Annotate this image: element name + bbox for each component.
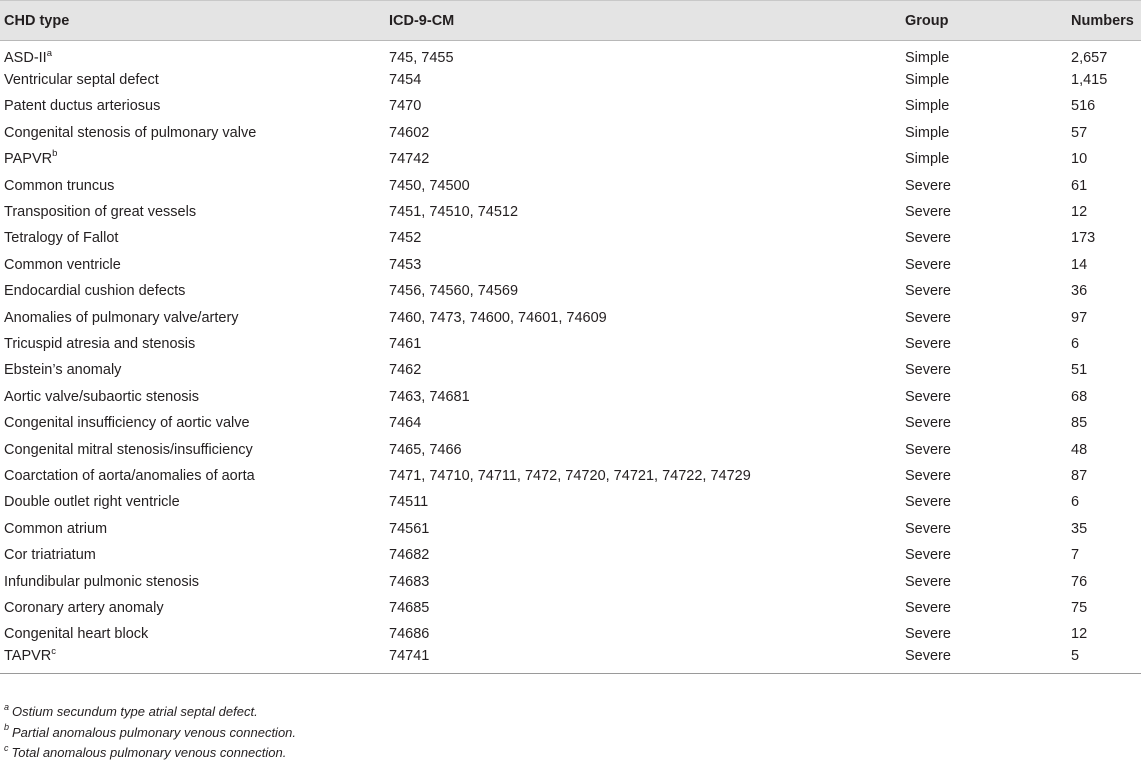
chd-type-label: Patent ductus arteriosus [4, 98, 161, 115]
chd-type-label: Coronary artery anomaly [4, 599, 164, 616]
table-row [0, 647, 1141, 673]
cell-icd-codes: 7454 [389, 72, 422, 89]
footnote-mark: a [4, 701, 10, 712]
cell-group: Severe [905, 573, 951, 590]
footnote-text: Partial anomalous pulmonary venous connection. [12, 724, 297, 740]
cell-icd-codes: 7465, 7466 [389, 441, 462, 458]
cell-numbers: 75 [1071, 599, 1088, 616]
cell-chd-type [0, 93, 387, 119]
cell-chd-type [0, 489, 387, 515]
cell-numbers: 1,415 [1071, 72, 1108, 89]
cell-group: Severe [905, 177, 951, 194]
cell-chd-type [0, 384, 387, 410]
footnote-mark: c [4, 742, 9, 753]
cell-icd-codes: 7464 [389, 415, 422, 432]
cell-group: Severe [905, 309, 951, 326]
cell-chd-type [0, 41, 387, 67]
footnote-marker: a [46, 47, 52, 59]
cell-icd-codes: 7451, 74510, 74512 [389, 204, 519, 221]
cell-icd-codes: 7460, 7473, 74600, 74601, 74609 [389, 309, 607, 326]
cell-chd-type [0, 568, 387, 594]
chd-type-label: PAPVR [4, 151, 53, 168]
table-row [0, 357, 1141, 383]
table-row [0, 304, 1141, 330]
table-row [0, 568, 1141, 594]
cell-chd-type [0, 647, 387, 673]
cell-numbers: 14 [1071, 256, 1088, 273]
cell-icd-codes: 74685 [389, 599, 430, 616]
table-row [0, 252, 1141, 278]
cell-group: Severe [905, 362, 951, 379]
cell-numbers: 57 [1071, 124, 1088, 141]
header-numbers: Numbers [1069, 1, 1141, 41]
table-row [0, 595, 1141, 621]
footnote-marker: c [51, 645, 57, 657]
header-group: Group [903, 1, 1069, 41]
cell-numbers: 51 [1071, 362, 1088, 379]
cell-group: Severe [905, 335, 951, 352]
cell-numbers: 61 [1071, 177, 1088, 194]
table-row [0, 120, 1141, 146]
table-row [0, 489, 1141, 515]
cell-chd-type [0, 410, 387, 436]
table-row [0, 93, 1141, 119]
cell-group: Simple [905, 72, 950, 89]
cell-icd-codes: 7462 [389, 362, 422, 379]
cell-group: Simple [905, 98, 950, 115]
cell-group: Severe [905, 599, 951, 616]
cell-chd-type [0, 172, 387, 198]
cell-numbers: 76 [1071, 573, 1088, 590]
chd-type-label: Congenital stenosis of pulmonary valve [4, 124, 257, 141]
cell-group: Severe [905, 626, 951, 643]
cell-numbers: 12 [1071, 204, 1088, 221]
cell-icd-codes: 7450, 74500 [389, 177, 470, 194]
cell-numbers: 5 [1069, 647, 1141, 673]
cell-icd-codes: 74686 [389, 626, 430, 643]
cell-icd-codes: 74683 [389, 573, 430, 590]
cell-icd-codes: 7471, 74710, 74711, 7472, 74720, 74721, 74722, 74729 [389, 467, 751, 484]
cell-icd-codes: 7463, 74681 [389, 388, 470, 405]
cell-numbers: 68 [1071, 388, 1088, 405]
cell-chd-type [0, 516, 387, 542]
chd-type-label: Aortic valve/subaortic stenosis [4, 388, 200, 405]
cell-group: Simple [905, 50, 950, 67]
cell-group: Severe [905, 388, 951, 405]
cell-group: Severe [905, 256, 951, 273]
cell-chd-type [0, 67, 387, 93]
cell-numbers: 97 [1071, 309, 1088, 326]
cell-chd-type [0, 278, 387, 304]
cell-icd-codes: 74561 [389, 520, 430, 537]
cell-chd-type [0, 621, 387, 647]
cell-numbers: 516 [1071, 98, 1096, 115]
chd-type-label: TAPVR [4, 648, 52, 665]
table-row [0, 278, 1141, 304]
chd-type-label: Ventricular septal defect [4, 72, 159, 89]
cell-numbers: 85 [1071, 415, 1088, 432]
cell-chd-type [0, 304, 387, 330]
cell-chd-type [0, 542, 387, 568]
footnote-marker: b [52, 148, 58, 160]
cell-chd-type [0, 199, 387, 225]
cell-group: Severe [905, 441, 951, 458]
cell-chd-type [0, 331, 387, 357]
cell-chd-type [0, 146, 387, 172]
header-chd-type: CHD type [0, 1, 387, 41]
cell-chd-type [0, 120, 387, 146]
cell-group: Severe [905, 520, 951, 537]
chd-type-label: Congenital mitral stenosis/insufficiency [4, 441, 253, 458]
table-row [0, 621, 1141, 647]
chd-type-label: Cor triatriatum [4, 547, 96, 564]
cell-group: Severe [905, 494, 951, 511]
chd-type-label: Common truncus [4, 177, 115, 194]
chd-type-label: Ebstein’s anomaly [4, 362, 122, 379]
cell-icd-codes: 7470 [389, 98, 422, 115]
table-row [0, 172, 1141, 198]
footnote-a [4, 702, 296, 723]
cell-icd-codes: 74511 [389, 494, 429, 511]
footnotes [4, 702, 296, 764]
chd-type-label: Infundibular pulmonic stenosis [4, 573, 200, 590]
table-row [0, 199, 1141, 225]
table-row [0, 410, 1141, 436]
cell-chd-type [0, 595, 387, 621]
cell-numbers: 36 [1071, 283, 1088, 300]
cell-numbers: 12 [1071, 626, 1088, 643]
table-row [0, 67, 1141, 93]
table-row [0, 225, 1141, 251]
cell-numbers: 6 [1071, 335, 1080, 352]
chd-type-label: Congenital insufficiency of aortic valve [4, 415, 250, 432]
cell-numbers: 6 [1071, 494, 1080, 511]
cell-chd-type [0, 357, 387, 383]
cell-icd-codes: 74682 [389, 547, 430, 564]
table-row [0, 516, 1141, 542]
cell-numbers: 10 [1071, 151, 1088, 168]
cell-icd-codes: 7456, 74560, 74569 [389, 283, 519, 300]
table-row [0, 331, 1141, 357]
cell-chd-type [0, 252, 387, 278]
chd-type-label: Tetralogy of Fallot [4, 230, 119, 247]
footnote-c [4, 743, 296, 764]
cell-numbers: 35 [1071, 520, 1088, 537]
cell-group: Severe [905, 230, 951, 247]
table-body [0, 41, 1141, 674]
chd-type-label: Coarctation of aorta/anomalies of aorta [4, 467, 255, 484]
table-row [0, 463, 1141, 489]
cell-chd-type [0, 225, 387, 251]
chd-type-label: Common ventricle [4, 256, 121, 273]
cell-icd-codes: 7453 [389, 256, 422, 273]
cell-numbers: 2,657 [1071, 50, 1108, 67]
table-row [0, 436, 1141, 462]
chd-type-label: Tricuspid atresia and stenosis [4, 335, 196, 352]
cell-numbers: 87 [1071, 467, 1088, 484]
cell-group: Severe [905, 204, 951, 221]
cell-group: Severe [905, 415, 951, 432]
chd-type-label: Transposition of great vessels [4, 204, 197, 221]
chd-type-label: Endocardial cushion defects [4, 283, 186, 300]
cell-icd-codes: 74602 [389, 124, 430, 141]
cell-group: Severe [905, 283, 951, 300]
cell-numbers: 48 [1071, 441, 1088, 458]
chd-type-label: Congenital heart block [4, 626, 149, 643]
cell-group: Simple [905, 151, 950, 168]
cell-numbers: 7 [1071, 547, 1080, 564]
table-row [0, 542, 1141, 568]
table-row [0, 146, 1141, 172]
chd-type-label: Common atrium [4, 520, 108, 537]
table-header [0, 1, 1141, 41]
footnote-b [4, 723, 296, 744]
cell-group: Severe [903, 647, 1069, 673]
cell-group: Severe [905, 467, 951, 484]
cell-icd-codes: 7452 [389, 230, 422, 247]
cell-numbers: 173 [1071, 230, 1096, 247]
cell-icd-codes: 745, 7455 [389, 50, 454, 67]
cell-icd-codes: 74741 [387, 647, 903, 673]
table-row [0, 384, 1141, 410]
chd-type-label: Double outlet right ventricle [4, 494, 180, 511]
cell-chd-type [0, 436, 387, 462]
table-row [0, 41, 1141, 67]
cell-chd-type [0, 463, 387, 489]
header-icd-9-cm: ICD-9-CM [387, 1, 903, 41]
cell-icd-codes: 74742 [389, 151, 430, 168]
chd-type-label: ASD-II [4, 50, 47, 67]
footnote-text: Total anomalous pulmonary venous connection. [11, 745, 287, 760]
footnote-text: Ostium secundum type atrial septal defect. [12, 704, 258, 719]
cell-icd-codes: 7461 [389, 335, 422, 352]
cell-group: Severe [905, 547, 951, 564]
cell-group: Simple [905, 124, 950, 141]
chd-type-label: Anomalies of pulmonary valve/artery [4, 309, 239, 326]
header-row [0, 1, 1141, 41]
footnote-mark: b [4, 722, 10, 733]
